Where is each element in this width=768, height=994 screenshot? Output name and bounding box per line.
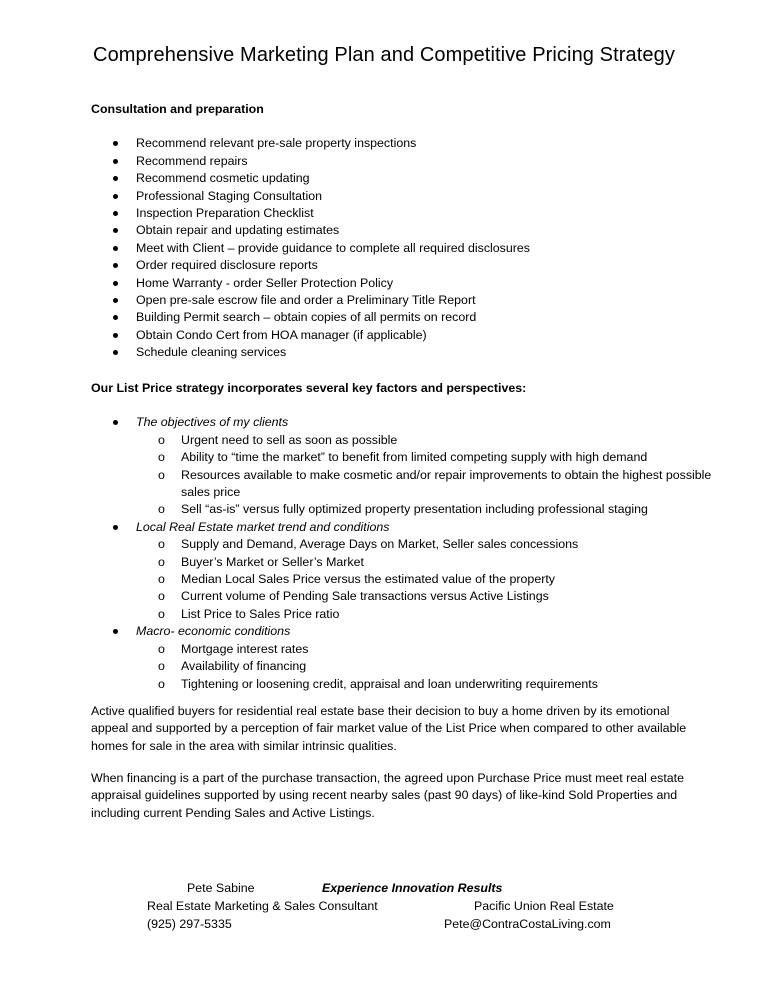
sub-list-item-text: List Price to Sales Price ratio [181, 606, 340, 621]
section-heading-pricing: Our List Price strategy incorporates several key factors and perspectives: [91, 381, 527, 395]
consultation-list [91, 135, 691, 361]
sub-bullet-icon: o [158, 537, 165, 552]
list-item [91, 205, 691, 222]
footer-phone: (925) 297-5335 [147, 917, 232, 931]
section-pricing-strategy [91, 380, 731, 693]
list-item-text: Recommend relevant pre-sale property inspections [136, 136, 417, 151]
paragraph-buyers [91, 703, 691, 755]
footer-tagline: Experience Innovation Results [322, 881, 503, 895]
sub-list-item-text: Supply and Demand, Average Days on Market, Seller sales concessions [181, 537, 579, 552]
list-item-text: Obtain repair and updating estimates [136, 223, 340, 238]
factor-group [91, 623, 731, 640]
bullet-icon [113, 315, 118, 320]
paragraph-text: When financing is a part of the purchase transaction, the agreed upon Purchase Price must meet real estate appraisal guidelines supported by using recent nearby sales (past 90 days) of like-kind Sold Properties and including current Pending Sales and Active Listings. [91, 771, 685, 820]
document-title: Comprehensive Marketing Plan and Competitive Pricing Strategy [93, 44, 675, 66]
list-item [91, 222, 691, 239]
list-item-text: Recommend repairs [136, 153, 248, 168]
sub-bullet-icon: o [158, 432, 165, 447]
sub-list-item [91, 676, 731, 693]
sub-list-item [91, 536, 731, 553]
sub-list-item [91, 606, 731, 623]
list-item-text: Meet with Client – provide guidance to complete all required disclosures [136, 240, 530, 255]
footer-company: Pacific Union Real Estate [474, 899, 614, 913]
footer-name: Pete Sabine [187, 881, 255, 895]
list-item-text: Professional Staging Consultation [136, 188, 322, 203]
sub-list-item [91, 641, 731, 658]
list-item-text: Recommend cosmetic updating [136, 171, 310, 186]
bullet-icon [113, 211, 118, 216]
list-item-text: Building Permit search – obtain copies of all permits on record [136, 310, 477, 325]
sub-bullet-icon: o [158, 467, 165, 482]
sub-bullet-icon: o [158, 641, 165, 656]
sub-list-item [91, 501, 731, 518]
list-item [91, 170, 691, 187]
list-item-text: Schedule cleaning services [136, 345, 287, 360]
sub-bullet-icon: o [158, 676, 165, 691]
factor-group-label: Macro- economic conditions [136, 624, 291, 639]
pricing-factors-list [91, 414, 731, 693]
list-item [91, 240, 691, 257]
footer-role: Real Estate Marketing & Sales Consultant [147, 899, 378, 913]
bullet-icon [113, 281, 118, 286]
sub-list-item [91, 432, 731, 449]
sub-bullet-icon: o [158, 606, 165, 621]
bullet-icon [113, 420, 118, 425]
sub-list-item [91, 554, 731, 571]
sub-list-item-text: Resources available to make cosmetic and/or repair improvements to obtain the highest possible sales price [181, 467, 712, 500]
sub-list-item [91, 449, 731, 466]
sub-list-item [91, 588, 731, 605]
paragraph-text: Active qualified buyers for residential real estate base their decision to buy a home driven by its emotional appeal and supported by a perception of fair market value of the List Price when compared to other available homes for sale in the area with similar intrinsic qualities. [91, 704, 687, 753]
list-item [91, 153, 691, 170]
sub-list-item-text: Median Local Sales Price versus the estimated value of the property [181, 572, 555, 587]
section-consultation [91, 101, 691, 362]
bullet-icon [113, 246, 118, 251]
bullet-icon [113, 159, 118, 164]
factor-group-label: The objectives of my clients [136, 415, 289, 430]
list-item [91, 344, 691, 361]
sub-bullet-icon: o [158, 450, 165, 465]
list-item [91, 275, 691, 292]
bullet-icon [113, 298, 118, 303]
list-item [91, 257, 691, 274]
paragraph-financing [91, 770, 691, 822]
sub-bullet-icon: o [158, 502, 165, 517]
sub-list-item-text: Availability of financing [181, 659, 307, 674]
bullet-icon [113, 350, 118, 355]
sub-list-item-text: Sell “as-is” versus fully optimized property presentation including professional staging [181, 502, 648, 517]
bullet-icon [113, 194, 118, 199]
sub-bullet-icon: o [158, 554, 165, 569]
sub-list-item [91, 571, 731, 588]
sub-bullet-icon: o [158, 589, 165, 604]
factor-group [91, 414, 731, 431]
sub-list-item-text: Current volume of Pending Sale transactions versus Active Listings [181, 589, 549, 604]
sub-list-item-text: Urgent need to sell as soon as possible [181, 432, 398, 447]
section-heading-consultation: Consultation and preparation [91, 102, 264, 116]
bullet-icon [113, 176, 118, 181]
sub-list-item-text: Mortgage interest rates [181, 641, 309, 656]
sub-list-item [91, 467, 731, 502]
list-item-text: Obtain Condo Cert from HOA manager (if applicable) [136, 327, 427, 342]
bullet-icon [113, 525, 118, 530]
list-item-text: Home Warranty - order Seller Protection Policy [136, 275, 394, 290]
factor-group-label: Local Real Estate market trend and conditions [136, 519, 390, 534]
sub-bullet-icon: o [158, 572, 165, 587]
list-item [91, 188, 691, 205]
factor-group [91, 519, 731, 536]
bullet-icon [113, 228, 118, 233]
list-item-text: Inspection Preparation Checklist [136, 206, 314, 221]
list-item [91, 292, 691, 309]
bullet-icon [113, 263, 118, 268]
footer-email: Pete@ContraCostaLiving.com [444, 917, 611, 931]
list-item [91, 309, 691, 326]
bullet-icon [113, 141, 118, 146]
sub-list-item-text: Ability to “time the market” to benefit from limited competing supply with high demand [181, 450, 648, 465]
sub-bullet-icon: o [158, 659, 165, 674]
list-item-text: Order required disclosure reports [136, 258, 318, 273]
list-item [91, 327, 691, 344]
list-item [91, 135, 691, 152]
list-item-text: Open pre-sale escrow file and order a Preliminary Title Report [136, 293, 476, 308]
bullet-icon [113, 333, 118, 338]
bullet-icon [113, 629, 118, 634]
sub-list-item-text: Buyer’s Market or Seller’s Market [181, 554, 364, 569]
sub-list-item [91, 658, 731, 675]
sub-list-item-text: Tightening or loosening credit, appraisal and loan underwriting requirements [181, 676, 598, 691]
